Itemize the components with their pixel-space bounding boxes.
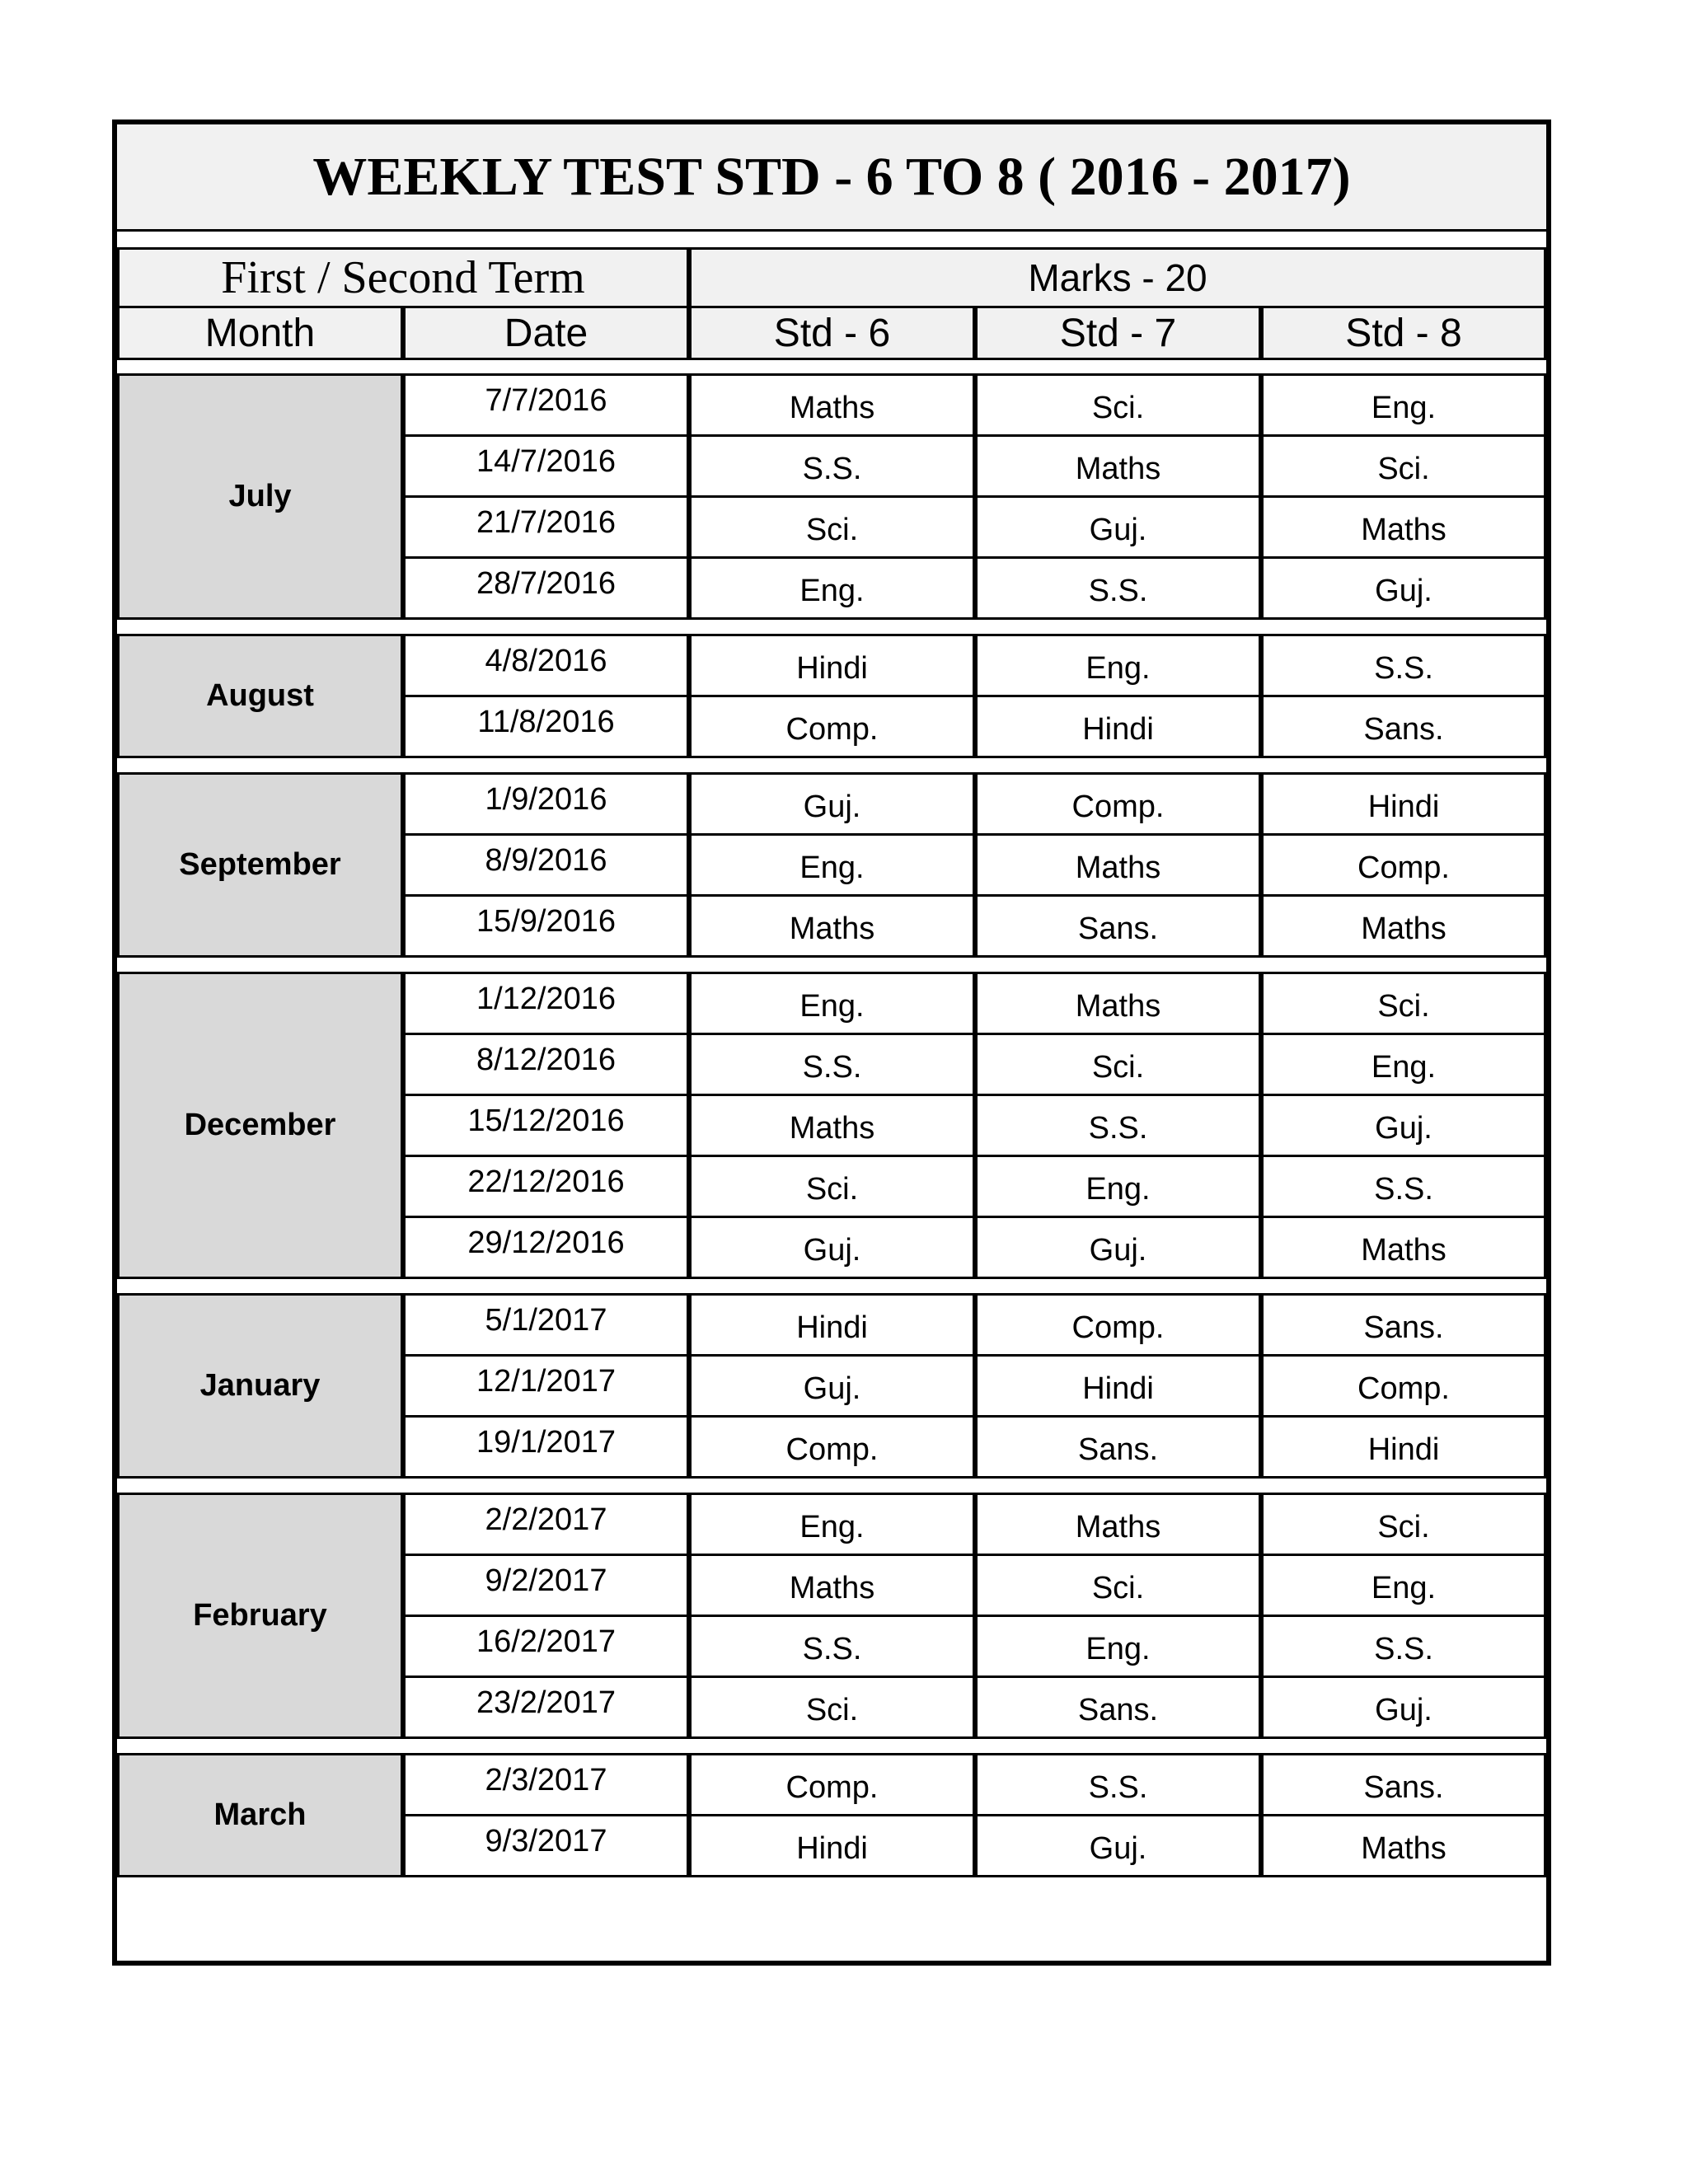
std6-subject-cell: Eng. — [689, 972, 975, 1035]
std8-subject-cell: Maths — [1261, 894, 1546, 958]
std6-subject-cell: Maths — [689, 373, 975, 437]
std7-subject-cell: Guj. — [975, 1814, 1261, 1877]
date-cell: 4/8/2016 — [403, 634, 689, 697]
std7-subject-cell: Hindi — [975, 1354, 1261, 1418]
std8-subject-cell: Guj. — [1261, 1675, 1546, 1739]
std8-subject-cell: Maths — [1261, 1814, 1546, 1877]
schedule-sheet — [112, 120, 1551, 1966]
date-cell: 15/9/2016 — [403, 894, 689, 958]
std6-subject-cell: Maths — [689, 1554, 975, 1617]
std6-subject-cell: Comp. — [689, 1415, 975, 1479]
std8-subject-cell: Maths — [1261, 495, 1546, 559]
std7-subject-cell: Maths — [975, 1493, 1261, 1556]
std8-subject-cell: Comp. — [1261, 833, 1546, 897]
date-cell: 11/8/2016 — [403, 695, 689, 758]
std7-subject-cell: Hindi — [975, 695, 1261, 758]
date-cell: 8/12/2016 — [403, 1033, 689, 1096]
std6-subject-cell: Comp. — [689, 695, 975, 758]
std7-subject-cell: Maths — [975, 833, 1261, 897]
date-cell: 9/3/2017 — [403, 1814, 689, 1877]
std7-column-header: Std - 7 — [975, 306, 1261, 360]
date-cell: 29/12/2016 — [403, 1216, 689, 1279]
month-label: January — [117, 1293, 403, 1479]
std6-subject-cell: Hindi — [689, 1293, 975, 1357]
std7-subject-cell: Maths — [975, 972, 1261, 1035]
date-cell: 7/7/2016 — [403, 373, 689, 437]
std6-subject-cell: Guj. — [689, 772, 975, 836]
std6-subject-cell: Maths — [689, 1094, 975, 1157]
date-cell: 28/7/2016 — [403, 556, 689, 620]
std8-subject-cell: Hindi — [1261, 772, 1546, 836]
std6-subject-cell: Sci. — [689, 1675, 975, 1739]
std6-subject-cell: Sci. — [689, 495, 975, 559]
std8-subject-cell: Guj. — [1261, 1094, 1546, 1157]
std7-subject-cell: S.S. — [975, 1753, 1261, 1816]
term-header: First / Second Term — [117, 247, 689, 308]
date-cell: 12/1/2017 — [403, 1354, 689, 1418]
std6-subject-cell: Eng. — [689, 1493, 975, 1556]
date-cell: 22/12/2016 — [403, 1155, 689, 1218]
date-cell: 2/3/2017 — [403, 1753, 689, 1816]
date-cell: 8/9/2016 — [403, 833, 689, 897]
std7-subject-cell: Eng. — [975, 1155, 1261, 1218]
std7-subject-cell: Sci. — [975, 1554, 1261, 1617]
std7-subject-cell: Eng. — [975, 634, 1261, 697]
std8-column-header: Std - 8 — [1261, 306, 1546, 360]
std8-subject-cell: Guj. — [1261, 556, 1546, 620]
month-label: December — [117, 972, 403, 1279]
std7-subject-cell: Guj. — [975, 495, 1261, 559]
std7-subject-cell: Maths — [975, 434, 1261, 498]
std8-subject-cell: Maths — [1261, 1216, 1546, 1279]
date-cell: 21/7/2016 — [403, 495, 689, 559]
std7-subject-cell: Sans. — [975, 894, 1261, 958]
std8-subject-cell: Comp. — [1261, 1354, 1546, 1418]
std7-subject-cell: Sci. — [975, 1033, 1261, 1096]
std6-subject-cell: Hindi — [689, 634, 975, 697]
date-cell: 16/2/2017 — [403, 1615, 689, 1678]
std8-subject-cell: Sci. — [1261, 1493, 1546, 1556]
std7-subject-cell: Guj. — [975, 1216, 1261, 1279]
marks-header: Marks - 20 — [689, 247, 1546, 308]
std8-subject-cell: S.S. — [1261, 1155, 1546, 1218]
std8-subject-cell: Sans. — [1261, 1293, 1546, 1357]
date-cell: 5/1/2017 — [403, 1293, 689, 1357]
std7-subject-cell: Sci. — [975, 373, 1261, 437]
std8-subject-cell: S.S. — [1261, 1615, 1546, 1678]
std8-subject-cell: Sans. — [1261, 695, 1546, 758]
std7-subject-cell: Eng. — [975, 1615, 1261, 1678]
page-title: WEEKLY TEST STD - 6 TO 8 ( 2016 - 2017) — [117, 124, 1546, 232]
std6-subject-cell: S.S. — [689, 434, 975, 498]
month-label: March — [117, 1753, 403, 1877]
std6-subject-cell: Eng. — [689, 833, 975, 897]
std6-subject-cell: Hindi — [689, 1814, 975, 1877]
std6-column-header: Std - 6 — [689, 306, 975, 360]
std8-subject-cell: Sci. — [1261, 434, 1546, 498]
std8-subject-cell: Sci. — [1261, 972, 1546, 1035]
month-label: September — [117, 772, 403, 958]
date-cell: 9/2/2017 — [403, 1554, 689, 1617]
std6-subject-cell: Maths — [689, 894, 975, 958]
date-cell: 15/12/2016 — [403, 1094, 689, 1157]
std6-subject-cell: Sci. — [689, 1155, 975, 1218]
date-cell: 2/2/2017 — [403, 1493, 689, 1556]
std7-subject-cell: Sans. — [975, 1675, 1261, 1739]
std6-subject-cell: Guj. — [689, 1216, 975, 1279]
date-cell: 1/12/2016 — [403, 972, 689, 1035]
std7-subject-cell: Comp. — [975, 772, 1261, 836]
month-label: July — [117, 373, 403, 620]
month-label: February — [117, 1493, 403, 1739]
std6-subject-cell: Eng. — [689, 556, 975, 620]
date-cell: 14/7/2016 — [403, 434, 689, 498]
std7-subject-cell: Sans. — [975, 1415, 1261, 1479]
std6-subject-cell: Comp. — [689, 1753, 975, 1816]
std7-subject-cell: Comp. — [975, 1293, 1261, 1357]
std8-subject-cell: S.S. — [1261, 634, 1546, 697]
std7-subject-cell: S.S. — [975, 556, 1261, 620]
date-cell: 23/2/2017 — [403, 1675, 689, 1739]
std8-subject-cell: Eng. — [1261, 1033, 1546, 1096]
date-column-header: Date — [403, 306, 689, 360]
date-cell: 1/9/2016 — [403, 772, 689, 836]
std8-subject-cell: Eng. — [1261, 1554, 1546, 1617]
date-cell: 19/1/2017 — [403, 1415, 689, 1479]
std6-subject-cell: Guj. — [689, 1354, 975, 1418]
std8-subject-cell: Sans. — [1261, 1753, 1546, 1816]
std8-subject-cell: Eng. — [1261, 373, 1546, 437]
std6-subject-cell: S.S. — [689, 1615, 975, 1678]
std7-subject-cell: S.S. — [975, 1094, 1261, 1157]
month-column-header: Month — [117, 306, 403, 360]
std8-subject-cell: Hindi — [1261, 1415, 1546, 1479]
month-label: August — [117, 634, 403, 758]
std6-subject-cell: S.S. — [689, 1033, 975, 1096]
